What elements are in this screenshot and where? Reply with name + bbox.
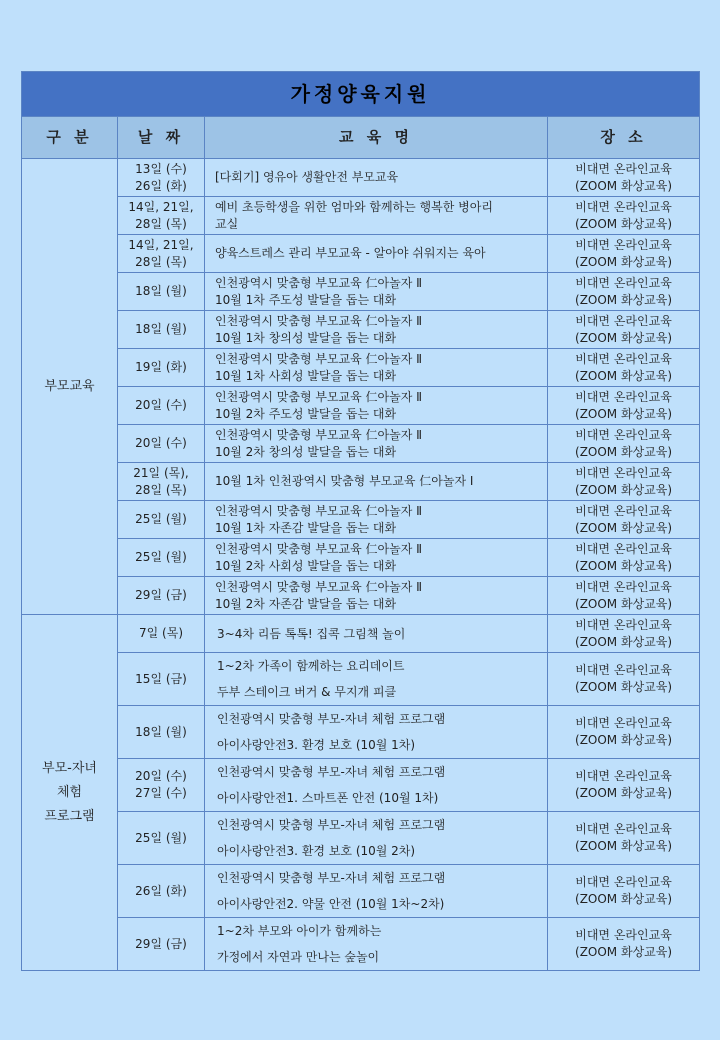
place-cell-line: (ZOOM 화상교육) [575,178,673,193]
place-cell-line: (ZOOM 화상교육) [575,406,673,421]
place-cell-line: (ZOOM 화상교육) [575,596,673,611]
date-cell-line: 29일 (금) [135,936,187,951]
table-row [22,539,700,577]
program-cell-line: 인천광역시 맞춤형 부모교육 仁아놀자 Ⅱ [215,389,423,404]
category-family-program-text: 프로그램 [44,808,95,824]
place-cell [548,463,700,501]
place-cell-line: (ZOOM 화상교육) [575,482,673,497]
program-cell [205,865,548,918]
header-date: 날 짜 [118,117,205,159]
program-cell [205,235,548,273]
category-family-program-text: 부모-자녀 [42,760,97,776]
program-cell-line: 인천광역시 맞춤형 부모-자녀 체험 프로그램 [217,765,446,779]
place-cell-line: 비대면 온라인교육 [575,161,672,176]
date-cell-line: 7일 (목) [139,626,183,640]
date-cell-line: 19일 (화) [135,360,187,374]
place-cell-line: 비대면 온라인교육 [575,875,672,889]
place-cell [548,918,700,971]
date-cell [118,615,205,653]
table-row [22,706,700,759]
program-cell [205,706,548,759]
place-cell-line: 비대면 온라인교육 [575,822,672,836]
date-cell [118,159,205,197]
schedule-table [21,71,700,971]
date-cell [118,577,205,615]
program-cell-line: 인천광역시 맞춤형 부모교육 仁아놀자 Ⅱ [215,275,423,290]
table-title: 가정양육지원 [22,72,700,117]
date-cell-line: 18일 (월) [135,284,187,298]
date-cell [118,197,205,235]
place-cell [548,615,700,653]
date-cell-line: 15일 (금) [135,671,187,686]
date-cell-line: 26일 (화) [135,883,187,898]
program-cell-line: 10월 1차 자존감 발달을 돕는 대화 [215,520,397,535]
program-cell-line: 3~4차 리듬 톡톡! 집콕 그림책 놀이 [217,626,406,641]
program-cell-line: 10월 2차 자존감 발달을 돕는 대화 [215,596,397,611]
table-row [22,311,700,349]
place-cell [548,235,700,273]
date-cell [118,706,205,759]
date-cell-line: 25일 (월) [135,830,187,845]
date-cell [118,463,205,501]
program-cell [205,615,548,653]
date-cell-line: 20일 (수) [135,436,187,450]
program-cell-line: 인천광역시 맞춤형 부모교육 仁아놀자 Ⅱ [215,313,423,328]
date-cell-line: 20일 (수) [135,769,187,783]
program-cell-line: 인천광역시 맞춤형 부모교육 仁아놀자 Ⅱ [215,351,423,366]
table-row [22,387,700,425]
date-cell [118,865,205,918]
date-cell [118,501,205,539]
parent-education-section [22,159,700,615]
program-cell [205,501,548,539]
place-cell-line: (ZOOM 화상교육) [575,558,673,573]
table-row [22,918,700,971]
header-program: 교 육 명 [205,117,548,159]
place-cell [548,273,700,311]
place-cell-line: (ZOOM 화상교육) [575,634,673,649]
program-cell [205,197,548,235]
place-cell [548,425,700,463]
place-cell-line: 비대면 온라인교육 [575,275,672,290]
place-cell-line: 비대면 온라인교육 [575,716,672,730]
program-cell [205,463,548,501]
table-row [22,615,700,653]
place-cell [548,197,700,235]
place-cell-line: 비대면 온라인교육 [575,579,672,594]
date-cell [118,918,205,971]
program-cell-line: 아이사랑안전1. 스마트폰 안전 (10월 1차) [217,791,439,805]
table-row [22,577,700,615]
program-cell-line: 양육스트레스 관리 부모교육 - 알아야 쉬워지는 육아 [215,246,486,260]
program-cell-line: 10월 2차 창의성 발달을 돕는 대화 [215,444,397,459]
program-cell [205,812,548,865]
date-cell-line: 21일 (목), [133,465,189,480]
place-cell-line: (ZOOM 화상교육) [575,892,673,906]
program-cell-line: 인천광역시 맞춤형 부모교육 仁아놀자 Ⅱ [215,579,423,594]
date-cell [118,759,205,812]
place-cell [548,812,700,865]
program-cell-line: 1~2차 가족이 함께하는 요리데이트 [217,659,405,673]
program-cell [205,311,548,349]
program-cell-line: 인천광역시 맞춤형 부모교육 仁아놀자 Ⅱ [215,427,423,442]
program-cell-line: 가정에서 자연과 만나는 숲놀이 [217,950,380,964]
table-row [22,501,700,539]
date-cell-line: 13일 (수) [135,161,187,176]
program-cell-line: 아이사랑안전3. 환경 보호 (10월 2차) [217,844,416,858]
date-cell [118,653,205,706]
place-cell-line: 비대면 온라인교육 [575,769,672,783]
program-cell [205,539,548,577]
date-cell-line: 28일 (목) [135,254,187,269]
place-cell-line: 비대면 온라인교육 [575,928,672,942]
table-row [22,235,700,273]
table-row [22,349,700,387]
header-place: 장 소 [548,117,700,159]
place-cell [548,865,700,918]
program-cell [205,653,548,706]
category-parent-education-text: 부모교육 [44,378,95,394]
place-cell-line: (ZOOM 화상교육) [575,786,673,800]
date-cell [118,425,205,463]
date-cell-line: 25일 (월) [135,550,187,564]
program-cell-line: 10월 2차 주도성 발달을 돕는 대화 [215,406,397,421]
table-row [22,159,700,197]
table-row [22,759,700,812]
table-row [22,812,700,865]
place-cell [548,311,700,349]
table-row [22,273,700,311]
place-cell [548,653,700,706]
program-cell-line: 10월 1차 주도성 발달을 돕는 대화 [215,292,397,307]
header-category: 구 분 [22,117,118,159]
program-cell-line: 두부 스테이크 버거 & 무지개 피클 [217,685,397,699]
place-cell-line: (ZOOM 화상교육) [575,945,673,959]
program-cell-line: [다회기] 영유아 생활안전 부모교육 [215,170,399,184]
place-cell-line: 비대면 온라인교육 [575,465,672,480]
program-cell-line: 10월 1차 창의성 발달을 돕는 대화 [215,330,397,345]
program-cell [205,759,548,812]
program-cell-line: 인천광역시 맞춤형 부모-자녀 체험 프로그램 [217,818,446,832]
program-cell-line: 10월 2차 사회성 발달을 돕는 대화 [215,558,397,573]
place-cell [548,539,700,577]
program-cell-line: 교실 [215,216,239,231]
place-cell [548,349,700,387]
place-cell-line: (ZOOM 화상교육) [575,254,673,269]
family-program-section [22,615,700,971]
place-cell [548,577,700,615]
date-cell [118,539,205,577]
table-row [22,197,700,235]
schedule-table-wrapper [21,71,699,971]
category-family-program-text: 체험 [56,784,83,800]
date-cell-line: 14일, 21일, [128,199,194,214]
place-cell-line: 비대면 온라인교육 [575,503,672,518]
program-cell-line: 10월 1차 사회성 발달을 돕는 대화 [215,368,397,383]
program-cell [205,273,548,311]
program-cell-line: 인천광역시 맞춤형 부모-자녀 체험 프로그램 [217,712,446,726]
program-cell [205,159,548,197]
program-cell-line: 인천광역시 맞춤형 부모-자녀 체험 프로그램 [217,871,446,885]
place-cell-line: 비대면 온라인교육 [575,617,672,632]
program-cell [205,425,548,463]
date-cell-line: 18일 (월) [135,724,187,739]
date-cell-line: 20일 (수) [135,398,187,412]
program-cell [205,349,548,387]
program-cell-line: 예비 초등학생을 위한 엄마와 함께하는 행복한 병아리 [215,199,493,214]
place-cell-line: (ZOOM 화상교육) [575,680,673,694]
place-cell-line: 비대면 온라인교육 [575,313,672,328]
place-cell [548,159,700,197]
place-cell [548,706,700,759]
category-parent-education [22,159,118,615]
place-cell-line: (ZOOM 화상교육) [575,330,673,345]
place-cell [548,501,700,539]
table-row [22,463,700,501]
date-cell-line: 28일 (목) [135,482,187,497]
program-cell-line: 10월 1차 인천광역시 맞춤형 부모교육 仁아놀자 Ⅰ [215,474,474,488]
place-cell-line: 비대면 온라인교육 [575,237,672,252]
date-cell-line: 14일, 21일, [128,237,194,252]
program-cell-line: 1~2차 부모와 아이가 함께하는 [217,924,382,938]
program-cell-line: 인천광역시 맞춤형 부모교육 仁아놀자 Ⅱ [215,503,423,518]
place-cell-line: 비대면 온라인교육 [575,663,672,677]
date-cell-line: 26일 (화) [135,178,187,193]
place-cell-line: 비대면 온라인교육 [575,351,672,366]
place-cell-line: (ZOOM 화상교육) [575,444,673,459]
date-cell-line: 25일 (월) [135,512,187,526]
place-cell-line: (ZOOM 화상교육) [575,216,673,231]
place-cell-line: 비대면 온라인교육 [575,427,672,442]
category-family-program [22,615,118,971]
place-cell-line: 비대면 온라인교육 [575,199,672,214]
date-cell [118,235,205,273]
program-cell-line: 아이사랑안전2. 약물 안전 (10월 1차~2차) [217,897,445,911]
place-cell-line: (ZOOM 화상교육) [575,733,673,747]
table-row [22,865,700,918]
date-cell [118,273,205,311]
date-cell [118,349,205,387]
place-cell-line: 비대면 온라인교육 [575,541,672,556]
table-row [22,425,700,463]
date-cell [118,812,205,865]
place-cell [548,759,700,812]
place-cell-line: 비대면 온라인교육 [575,389,672,404]
date-cell [118,311,205,349]
table-row [22,653,700,706]
date-cell-line: 27일 (수) [135,786,187,800]
program-cell [205,387,548,425]
date-cell [118,387,205,425]
place-cell-line: (ZOOM 화상교육) [575,368,673,383]
place-cell [548,387,700,425]
place-cell-line: (ZOOM 화상교육) [575,292,673,307]
date-cell-line: 18일 (월) [135,322,187,336]
program-cell [205,577,548,615]
program-cell [205,918,548,971]
place-cell-line: (ZOOM 화상교육) [575,520,673,535]
place-cell-line: (ZOOM 화상교육) [575,839,673,853]
date-cell-line: 29일 (금) [135,588,187,602]
program-cell-line: 인천광역시 맞춤형 부모교육 仁아놀자 Ⅱ [215,541,423,556]
date-cell-line: 28일 (목) [135,216,187,231]
program-cell-line: 아이사랑안전3. 환경 보호 (10월 1차) [217,738,416,752]
